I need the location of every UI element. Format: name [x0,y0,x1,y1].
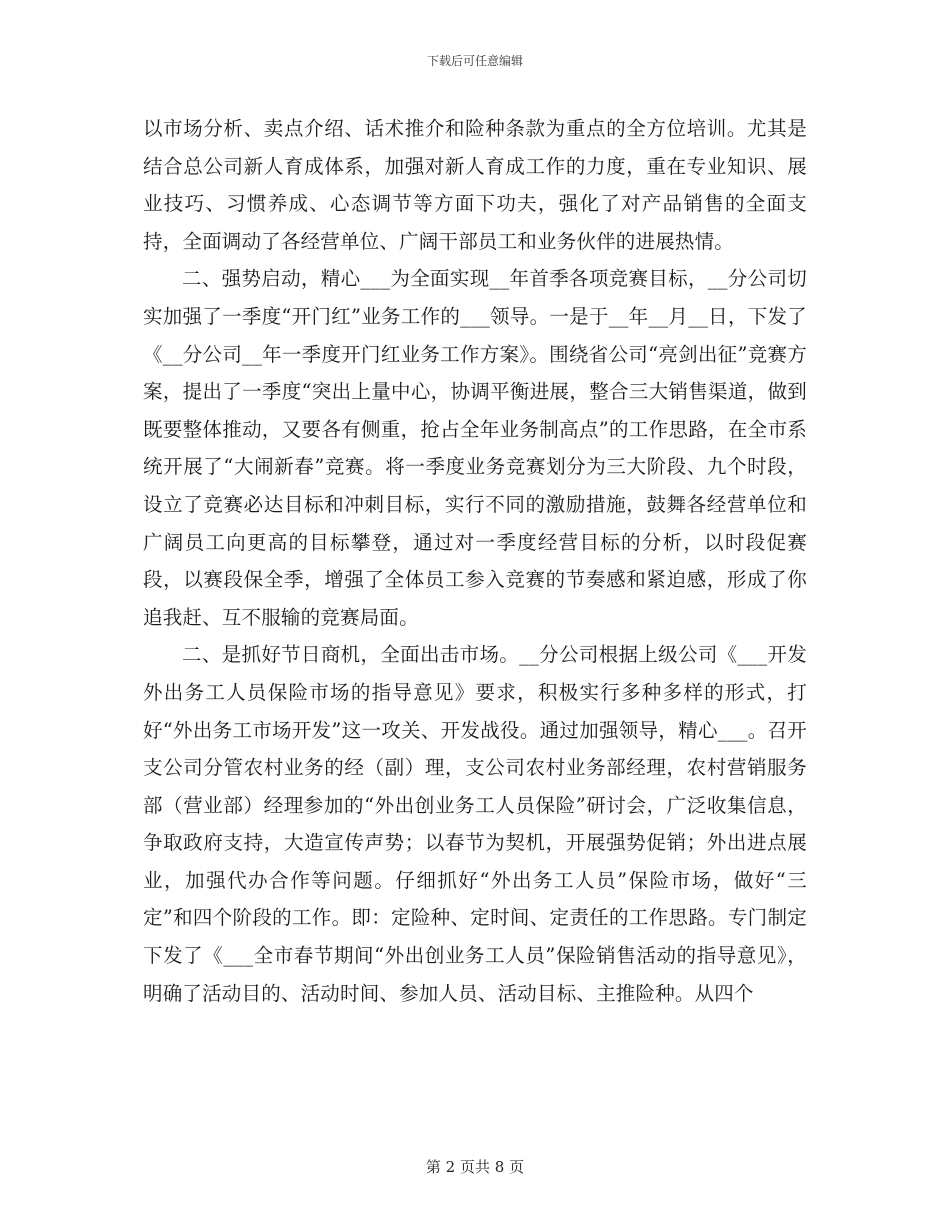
page-header: 下载后可任意编辑 [426,54,523,68]
page-footer: 第 2 页共 8 页 [425,1158,525,1176]
paragraph-section-launch: 二、强势启动，精心___为全面实现__年首季各项竞赛目标，__分公司切实加强了一季度“开门红”业务工作的___领导。一是于__年__月__日，下发了《__分公司__年一季度开门红业务工作方案》。围绕省公司“亮剑出征”竞赛方案，提出了一季度“突出上量中心，协调平衡进展，整合三大销售渠道，做到既要整体推动，又要各有侧重，抢占全年业务制高点”的工作思路，在全市系统开展了“大闹新春”竞赛。将一季度业务竞赛划分为三大阶段、九个时段，设立了竞赛必达目标和冲刺目标，实行不同的激励措施，鼓舞各经营单位和广阔员工向更高的目标攀登，通过对一季度经营目标的分析，以时段促赛段，以赛段保全季，增强了全体员工参入竞赛的节奏感和紧迫感，形成了你追我赶、互不服输的竞赛局面。 [143,267,807,629]
document-body [143,110,807,1012]
paragraph-holiday-market: 二、是抓好节日商机，全面出击市场。__分公司根据上级公司《___开发外出务工人员保险市场的指导意见》要求，积极实行多种多样的形式，打好“外出务工市场开发”这一攻关、开发战役。通过加强领导，精心___。召开支公司分管农村业务的经（副）理，支公司农村业务部经理，农村营销服务部（营业部）经理参加的“外出创业务工人员保险”研讨会，广泛收集信息，争取政府支持，大造宣传声势；以春节为契机，开展强势促销；外出进点展业，加强代办合作等问题。仔细抓好“外出务工人员”保险市场，做好“三定”和四个阶段的工作。即：定险种、定时间、定责任的工作思路。专门制定下发了《___全市春节期间“外出创业务工人员”保险销售活动的指导意见》，明确了活动目的、活动时间、参加人员、活动目标、主推险种。从四个 [143,643,807,1005]
paragraph-continuation: 以市场分析、卖点介绍、话术推介和险种条款为重点的全方位培训。尤其是结合总公司新人育成体系，加强对新人育成工作的力度，重在专业知识、展业技巧、习惯养成、心态调节等方面下功夫，强化了对产品销售的全面支持，全面调动了各经营单位、广阔干部员工和业务伙伴的进展热情。 [143,117,807,253]
